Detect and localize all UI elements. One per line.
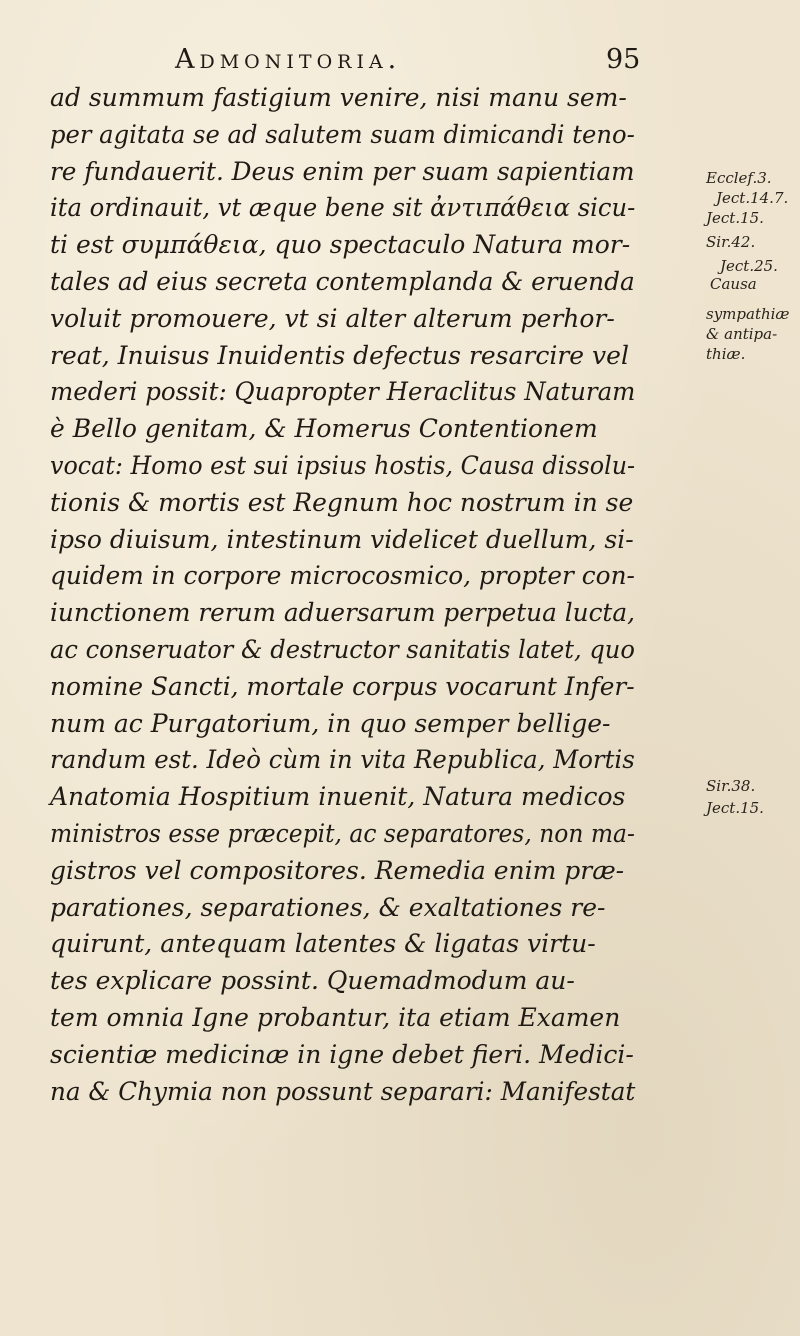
text-line: scientiæ medicinæ in igne debet fieri. Medici- xyxy=(50,1039,634,1069)
text-line: Anatomia Hospitium inuenit, Natura medicos xyxy=(50,782,626,812)
text-line: na & Chymia non possunt separari: Manifestat xyxy=(50,1076,636,1106)
margin-note: Ject.25. xyxy=(720,257,778,275)
text-line: parationes, separationes, & exaltationes re- xyxy=(50,892,606,922)
text-line: reat, Inuisus Inuidentis defectus resarcire vel xyxy=(50,340,629,370)
margin-note: Ject.15. xyxy=(706,799,764,817)
text-line: tem omnia Igne probantur, ita etiam Examen xyxy=(50,1002,621,1032)
body-text xyxy=(50,80,636,1110)
margin-note: Sir.38. xyxy=(706,777,756,795)
margin-note: Ecclef.3. xyxy=(706,169,772,187)
text-line: voluit promouere, vt si alter alterum perhor- xyxy=(50,303,615,333)
text-line: tes explicare possint. Quemadmodum au- xyxy=(50,966,575,996)
text-line: ad summum fastigium venire, nisi manu sem- xyxy=(50,83,627,112)
text-line: gistros vel compositores. Remedia enim præ- xyxy=(50,855,625,885)
text-line: quirunt, antequam latentes & ligatas virtu- xyxy=(50,929,596,959)
text-line: ministros esse præcepit, ac separatores, non ma- xyxy=(50,818,635,848)
text-line: tales ad eius secreta contemplanda & eruenda xyxy=(50,266,635,296)
margin-note: Causa xyxy=(710,275,757,293)
margin-note: Ject.14.7. xyxy=(716,189,789,207)
text-line: tionis & mortis est Regnum hoc nostrum in se xyxy=(50,487,634,517)
margin-note: sympathiæ xyxy=(706,305,790,323)
text-line: quidem in corpore microcosmico, propter con- xyxy=(50,561,635,591)
text-line: randum est. Ideò cùm in vita Republica, Mortis xyxy=(50,745,635,775)
text-line: ita ordinauit, vt æque bene sit ἀντιπάθεια sicu- xyxy=(50,193,636,223)
text-line: vocat: Homo est sui ipsius hostis, Causa dissolu- xyxy=(50,450,636,480)
text-line: re fundauerit. Deus enim per suam sapientiam xyxy=(50,156,635,186)
text-line: ti est συμπάθεια, quo spectaculo Natura mor- xyxy=(50,230,631,260)
running-title: Admonitoria. xyxy=(175,44,402,75)
margin-note: thiæ. xyxy=(706,345,746,363)
margin-note: Ject.15. xyxy=(706,209,764,227)
text-line: nomine Sancti, mortale corpus vocarunt Infer- xyxy=(50,671,635,701)
text-line: iunctionem rerum aduersarum perpetua lucta, xyxy=(50,598,636,628)
margin-note: & antipa- xyxy=(706,325,778,343)
page-number: 95 xyxy=(606,44,641,75)
text-line: per agitata se ad salutem suam dimicandi teno- xyxy=(50,119,635,149)
text-line: ipso diuisum, intestinum videlicet duellum, si- xyxy=(50,524,634,554)
text-line: num ac Purgatorium, in quo semper bellige- xyxy=(50,708,611,738)
text-line: è Bello genitam, & Homerus Contentionem xyxy=(50,414,598,444)
margin-note: Sir.42. xyxy=(706,233,756,251)
text-line: ac conseruator & destructor sanitatis latet, quo xyxy=(50,634,635,664)
text-line: mederi possit: Quapropter Heraclitus Naturam xyxy=(50,377,636,407)
